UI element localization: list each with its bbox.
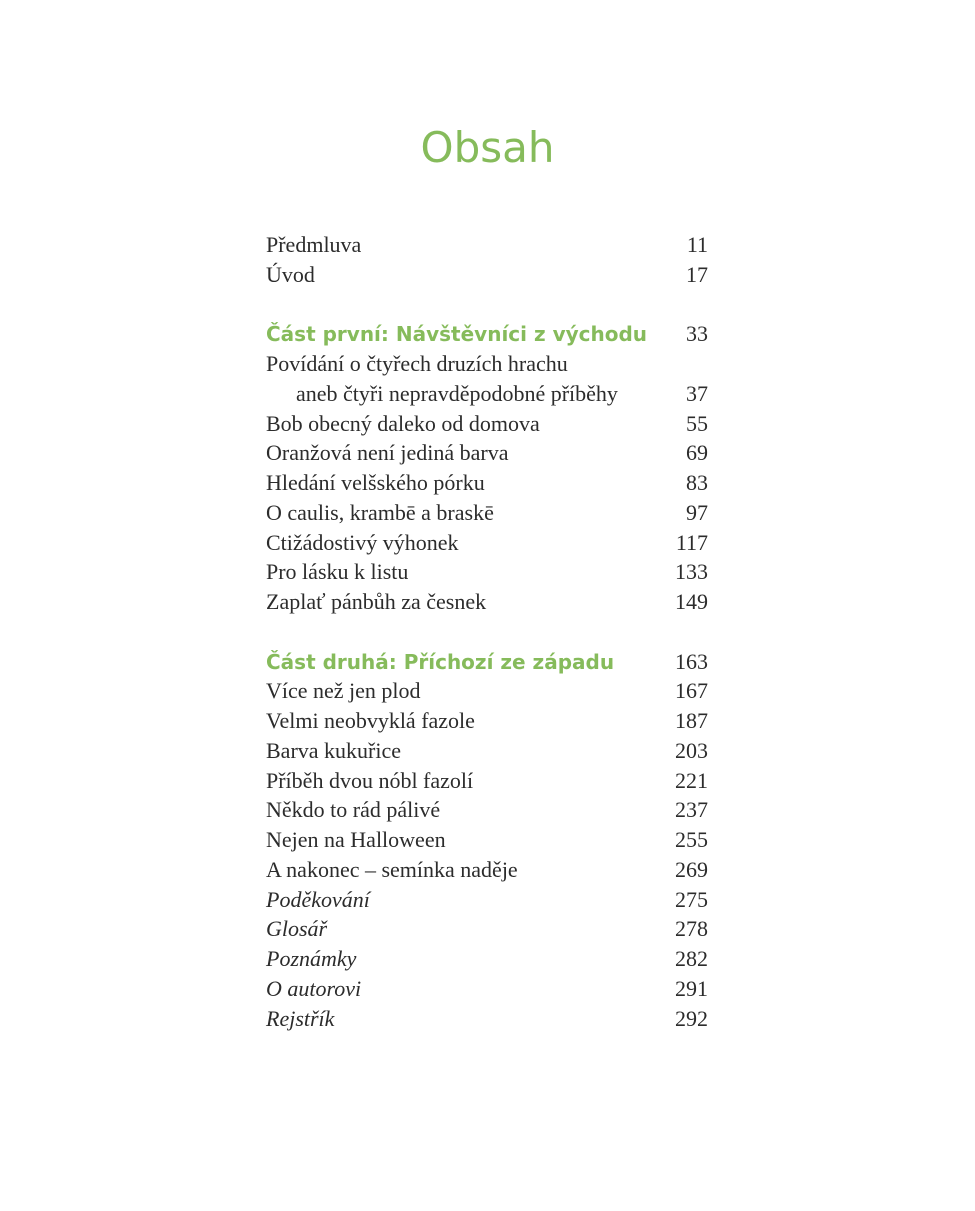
toc-entry-backmatter[interactable] — [266, 944, 708, 974]
toc-entry[interactable] — [266, 557, 708, 587]
toc-entry-label: Oranžová není jediná barva — [266, 440, 509, 466]
toc-entry-label: O autorovi — [266, 975, 362, 1001]
toc-entry-label: Poděkování — [266, 886, 370, 912]
section-gap — [266, 617, 708, 647]
toc-entry-page: 221 — [675, 767, 708, 793]
toc-entry-label: Rejstřík — [266, 1005, 335, 1031]
toc-entry-page: 83 — [686, 470, 708, 495]
toc-part-label: Část první: Návštěvníci z východu — [266, 322, 648, 347]
toc-entry-label: Bob obecný daleko od domova — [266, 410, 540, 436]
toc-entry-page: 69 — [686, 440, 708, 466]
toc-entry-label: O caulis, krambē a braskē — [266, 499, 494, 525]
toc-entry[interactable] — [266, 438, 708, 468]
toc-entry-label: Ctižádostivý výhonek — [266, 529, 459, 555]
toc-entry[interactable] — [266, 795, 708, 825]
toc-entry-label: Nejen na Halloween — [266, 827, 446, 852]
toc-entry-page: 237 — [675, 797, 708, 823]
toc-entry-page: 203 — [675, 737, 708, 763]
toc-entry-label: Glosář — [266, 916, 328, 942]
toc-entry[interactable] — [266, 706, 708, 736]
toc-entry-page: 11 — [686, 232, 708, 257]
toc-entry-label: Zaplať pánbůh za česnek — [266, 589, 487, 614]
toc-entry-label: Poznámky — [266, 946, 357, 971]
toc-entry-page: 37 — [686, 380, 708, 406]
toc-entry[interactable] — [266, 409, 708, 439]
toc-entry[interactable] — [266, 230, 708, 260]
toc-entry-backmatter[interactable] — [266, 974, 708, 1004]
toc-entry-page: 292 — [675, 1005, 708, 1031]
toc-part-heading[interactable] — [266, 319, 708, 349]
toc-entry-label: Pro lásku k listu — [266, 559, 409, 585]
toc-entry-page: 275 — [675, 886, 708, 912]
toc-entry-page: 187 — [675, 708, 708, 733]
toc-entry-page: 17 — [686, 261, 708, 287]
toc-entry-label: Více než jen plod — [266, 678, 421, 704]
toc-entry-page: 149 — [675, 589, 708, 614]
toc-entry-backmatter[interactable] — [266, 914, 708, 944]
toc-entry-page: 255 — [675, 827, 708, 852]
toc-entry-page: 278 — [675, 916, 708, 942]
table-of-contents — [266, 230, 708, 1033]
toc-entry-page: 97 — [686, 499, 708, 525]
toc-entry-page: 167 — [675, 678, 708, 704]
toc-entry-label: aneb čtyři nepravděpodobné příběhy — [296, 380, 618, 406]
toc-entry-page: 33 — [686, 321, 708, 347]
toc-entry-page: 163 — [675, 648, 708, 674]
toc-entry-backmatter[interactable] — [266, 1004, 708, 1034]
toc-part-label: Část druhá: Příchozí ze západu — [266, 649, 615, 674]
toc-entry[interactable] — [266, 855, 708, 885]
toc-entry-label: A nakonec – semínka naděje — [266, 856, 518, 882]
toc-entry-label: Hledání velšského pórku — [266, 470, 485, 495]
toc-entry-page: 269 — [675, 856, 708, 882]
toc-entry-label: Barva kukuřice — [266, 737, 401, 763]
toc-entry[interactable] — [266, 736, 708, 766]
toc-entry[interactable] — [266, 587, 708, 617]
toc-entry[interactable] — [266, 676, 708, 706]
toc-entry[interactable] — [266, 349, 708, 379]
toc-entry[interactable] — [266, 498, 708, 528]
toc-entry-page: 117 — [675, 529, 708, 555]
toc-entry-label: Povídání o čtyřech druzích hrachu — [266, 351, 568, 376]
toc-entry[interactable] — [266, 468, 708, 498]
toc-entry-backmatter[interactable] — [266, 885, 708, 915]
toc-entry-continuation[interactable] — [266, 379, 708, 409]
toc-entry-page: 291 — [675, 975, 708, 1001]
toc-entry[interactable] — [266, 260, 708, 290]
toc-part-heading[interactable] — [266, 647, 708, 677]
toc-entry[interactable] — [266, 528, 708, 558]
toc-entry-label: Příběh dvou nóbl fazolí — [266, 767, 474, 793]
page-title: Obsah — [420, 123, 555, 172]
toc-entry-page: 55 — [686, 410, 708, 436]
toc-entry-page: 133 — [675, 559, 708, 585]
toc-entry-label: Předmluva — [266, 232, 362, 257]
toc-entry-page: 282 — [675, 946, 708, 971]
toc-entry-label: Úvod — [266, 261, 315, 287]
toc-entry[interactable] — [266, 825, 708, 855]
section-gap — [266, 290, 708, 320]
toc-entry-label: Někdo to rád pálivé — [266, 797, 441, 823]
toc-entry[interactable] — [266, 766, 708, 796]
toc-entry-label: Velmi neobvyklá fazole — [266, 708, 475, 733]
